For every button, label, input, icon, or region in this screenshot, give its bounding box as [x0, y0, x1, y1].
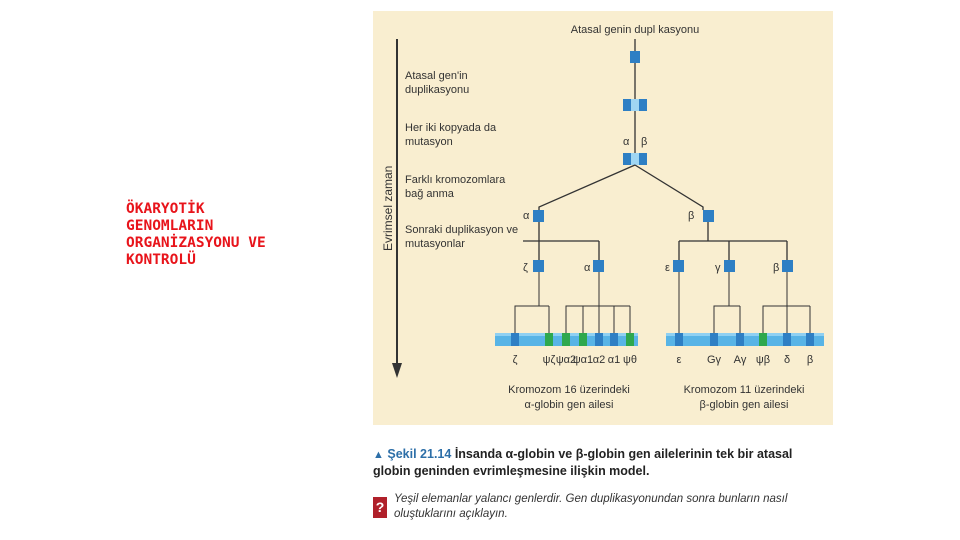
- alpha-sub-label: α: [584, 262, 591, 274]
- beta-sub-label: β: [773, 262, 780, 274]
- label-zeta: ζ: [512, 354, 518, 366]
- gamma-gene: [724, 260, 735, 272]
- chr11-caption-line1: Kromozom 11 üzerindeki: [683, 384, 805, 396]
- step-label-3: Farklı kromozomlara: [405, 174, 506, 186]
- time-axis-arrowhead: [392, 363, 402, 378]
- step-label-3b: bağ anma: [405, 188, 454, 200]
- alpha-sub-gene: [593, 260, 604, 272]
- label-epsilon: ε: [676, 354, 682, 366]
- label-psi-beta: ψβ: [755, 354, 771, 366]
- figure-caption: [373, 446, 833, 479]
- label-psi-theta: ψθ: [623, 354, 637, 366]
- gamma-label: γ: [715, 262, 721, 274]
- label-alpha2: α2: [592, 354, 606, 366]
- gene-psi-zeta: [545, 333, 553, 346]
- gene-G-gamma: [710, 333, 718, 346]
- gene-zeta: [511, 333, 519, 346]
- globin-tree-diagram: [373, 11, 833, 425]
- label-psi-alpha1: ψα1: [572, 354, 594, 366]
- top-label: Atasal genin dupl kasyonu: [570, 24, 700, 36]
- zeta-gene: [533, 260, 544, 272]
- gene-psi-alpha1: [579, 333, 587, 346]
- label-delta: δ: [783, 354, 791, 366]
- step-label-2: Her iki kopyada da: [405, 122, 497, 134]
- question-icon: ?: [373, 497, 387, 518]
- zeta-label: ζ: [523, 262, 528, 274]
- gene-psi-beta: [759, 333, 767, 346]
- alpha-label-top: α: [623, 136, 630, 148]
- label-beta: β: [806, 354, 814, 366]
- question-text: Yeşil elemanlar yalancı genlerdir. Gen duplikasyonundan sonra bunların nasıl oluştuklarını açıklayın.: [394, 493, 788, 520]
- label-A-gamma: Aγ: [733, 354, 747, 366]
- chr11-caption-line2: β-globin gen ailesi: [699, 399, 789, 411]
- beta-ancestor-gene: [703, 210, 714, 222]
- caption-marker: ▲: [373, 449, 384, 461]
- step-label-1-line: Atasal gen'in: [405, 70, 468, 82]
- gene-delta: [783, 333, 791, 346]
- gene-epsilon: [675, 333, 683, 346]
- gene-beta: [806, 333, 814, 346]
- beta-cluster-connectors: [679, 272, 810, 333]
- caption-text: İnsanda α-globin ve β-globin gen ailelerinin tek bir atasal globin geninden evrimleşmesine ilişkin model.: [373, 447, 793, 478]
- label-psi-zeta: ψζ: [542, 354, 556, 366]
- epsilon-label: ε: [665, 262, 670, 274]
- beta-branch-label: β: [688, 210, 695, 222]
- label-psi-alpha2: ψα2: [555, 354, 577, 366]
- step-label-4b: mutasyonlar: [405, 238, 465, 250]
- step-label-1: [405, 70, 468, 82]
- gene-psi-theta: [626, 333, 634, 346]
- alpha-branch-label: α: [523, 210, 530, 222]
- step-label-2b: mutasyon: [405, 136, 453, 148]
- label-alpha1: α1: [607, 354, 621, 366]
- time-axis-label: Evrimsel zaman: [381, 165, 395, 251]
- epsilon-gene: [673, 260, 684, 272]
- gene-A-gamma: [736, 333, 744, 346]
- chr16-caption-line1: Kromozom 16 üzerindeki: [508, 384, 630, 396]
- caption-number: Şekil 21.14: [387, 447, 452, 461]
- beta-sub-gene: [782, 260, 793, 272]
- label-G-gamma: Gγ: [706, 354, 722, 366]
- globin-evolution-figure: [373, 11, 833, 425]
- alpha-cluster-connectors: [515, 272, 630, 333]
- slide-title: ÖKARYOTİK GENOMLARIN ORGANİZASYONU VE KONTROLÜ: [126, 201, 266, 268]
- gene-psi-alpha2: [562, 333, 570, 346]
- alpha-gene-labels: [513, 354, 637, 366]
- step-label-1b: duplikasyonu: [405, 84, 470, 96]
- ancestral-gene: [630, 51, 640, 63]
- gene-alpha1: [610, 333, 618, 346]
- alpha-ancestor-gene: [533, 210, 544, 222]
- gene-alpha2: [595, 333, 603, 346]
- chr16-caption-line2: α-globin gen ailesi: [524, 399, 614, 411]
- beta-gene-labels: [677, 354, 814, 366]
- beta-label-top: β: [641, 136, 648, 148]
- step-label-4: Sonraki duplikasyon ve: [405, 224, 519, 236]
